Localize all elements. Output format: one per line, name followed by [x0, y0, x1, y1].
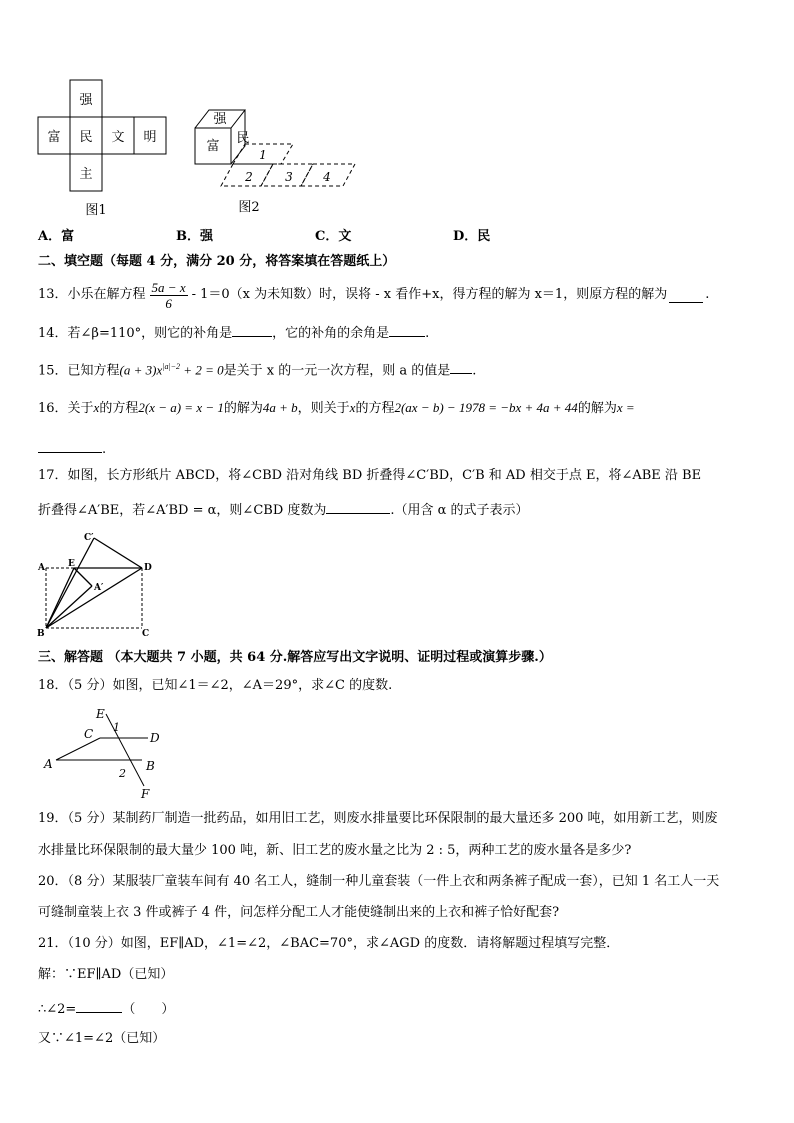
q16-end: . [102, 442, 107, 457]
q16-equation-2: 2(ax − b) − 1978 = −bx + 4a + 44 [394, 400, 578, 415]
q16-equation-1: 2(x − a) = x − 1 [138, 400, 224, 415]
q13-denominator: 6 [165, 295, 172, 311]
q14-middle: ，它的补角的余角是 [272, 326, 390, 341]
q16-var-x-1: x [93, 400, 100, 415]
q13-numerator: 5a − x [151, 279, 186, 295]
q16-var-x-3: x = [616, 400, 635, 415]
q14-blank-1[interactable] [232, 322, 272, 337]
question-21-line-3 [38, 998, 174, 1019]
position-2: 2 [245, 170, 253, 184]
q16-text-6: 的解为 [577, 401, 617, 416]
option-d: D．民 [453, 229, 491, 244]
q16-text-1: 16．关于 [38, 401, 94, 416]
net-cell-top: 强 [79, 93, 93, 108]
option-c: C．文 [315, 229, 352, 244]
label-a-prime: A′ [94, 583, 104, 593]
net-cell-row-1: 富 [47, 130, 61, 145]
q14-prefix: 14．若∠β=110°，则它的补角是 [38, 326, 233, 341]
section-3-heading: 三、解答题 （本大题共 7 小题，共 64 分.解答应写出文字说明、证明过程或演算步骤.） [38, 650, 552, 665]
q15-middle: 是关于 x 的一元一次方程，则 a 的值是 [223, 363, 451, 379]
question-14 [38, 322, 429, 343]
net-cell-row-4: 明 [143, 130, 157, 145]
question-17-line-2 [38, 499, 529, 520]
position-4: 4 [323, 170, 331, 184]
net-cell-bottom: 主 [79, 167, 93, 182]
position-1: 1 [259, 148, 267, 162]
label-angle-1: 1 [113, 721, 120, 734]
q15-equation: (a + 3)x [119, 362, 163, 378]
figure-2-caption: 图2 [238, 200, 260, 215]
question-20-line-2: 可缝制童装上衣 3 件或裤子 4 件，问怎样分配工人才能使缝制出来的上衣和裤子恰好配套? [38, 905, 560, 920]
q14-end: . [425, 326, 430, 341]
q13-answer-blank[interactable] [669, 288, 703, 303]
label-d: D [144, 563, 152, 573]
label-e: E [96, 707, 105, 721]
q16-answer-blank[interactable] [38, 438, 102, 453]
figure-2-rolling-cube [185, 100, 375, 220]
label-e: E [68, 559, 75, 569]
question-16-line-2 [38, 438, 106, 459]
question-18: 18．（5 分）如图，已知∠1＝∠2，∠A＝29°，求∠C 的度数. [38, 678, 393, 693]
q14-blank-2[interactable] [389, 322, 425, 337]
label-a: A [44, 757, 53, 771]
option-a: A．富 [38, 229, 75, 244]
question-16-line-1 [38, 399, 635, 418]
q13-middle: - 1＝0（x 为未知数）时，误将 - x 看作+x，得方程的解为 x＝1，则原方程的解为 [191, 287, 668, 302]
label-f: F [141, 787, 150, 801]
cube-top-face: 强 [213, 112, 227, 127]
label-b: B [37, 629, 45, 639]
question-19-line-2: 水排量比环保限制的最大量少 100 吨，新、旧工艺的废水量之比为 2 : 5，两种工艺的废水量各是多少? [38, 843, 632, 858]
question-21-line-2: 解：∵EF∥AD（已知） [38, 967, 174, 982]
q21-reason-blank: （ ） [122, 1002, 175, 1017]
net-cell-row-2: 民 [79, 130, 93, 145]
question-20-line-1: 20．（8 分）某服装厂童装车间有 40 名工人，缝制一种儿童套装（一件上衣和两条裤子配成一套），已知 1 名工人一天 [38, 874, 720, 889]
q16-text-5: 的方程 [355, 401, 395, 416]
label-c: C [142, 629, 150, 639]
net-cell-row-3: 文 [111, 130, 125, 145]
label-c: C [84, 727, 94, 741]
q16-text-2: 的方程 [99, 401, 139, 416]
q21-therefore: ∴∠2= [38, 1002, 77, 1017]
q17-text-2: .（用含 α 的式子表示） [390, 503, 529, 518]
q13-fraction [150, 280, 188, 311]
label-b: B [146, 759, 155, 773]
q15-blank[interactable] [450, 359, 472, 374]
q16-solution-1: 4a + b [262, 400, 298, 415]
cube-front-face: 富 [206, 139, 220, 154]
label-angle-2: 2 [119, 767, 126, 780]
figure-18-parallel-lines [40, 704, 175, 804]
question-15 [38, 358, 476, 380]
label-a: A [38, 563, 45, 573]
question-21-line-1: 21．（10 分）如图，EF∥AD，∠1=∠2，∠BAC=70°，求∠AGD 的度数．请将解题过程填写完整． [38, 936, 620, 951]
figure-17-folded-rectangle [34, 528, 159, 640]
figure-1-caption: 图1 [85, 203, 107, 218]
q15-end: . [472, 363, 477, 379]
question-17-line-1: 17．如图，长方形纸片 ABCD，将∠CBD 沿对角线 BD 折叠得∠C′BD，C′B 和 AD 相交于点 E，将∠ABE 沿 BE [38, 468, 702, 483]
question-19-line-1: 19．（5 分）某制药厂制造一批药品，如用旧工艺，则废水排量要比环保限制的最大量还多 200 吨，如用新工艺，则废 [38, 811, 718, 826]
q17-text-1: 折叠得∠A′BE，若∠A′BD = α，则∠CBD 度数为 [38, 503, 327, 518]
question-21-line-4: 又∵∠1=∠2（已知） [38, 1031, 166, 1046]
q21-answer-blank[interactable] [76, 998, 122, 1013]
label-d: D [150, 731, 160, 745]
q15-prefix: 15．已知方程 [38, 363, 120, 379]
option-b: B．强 [176, 229, 213, 244]
question-13 [38, 277, 709, 313]
q16-var-x-2: x [349, 400, 356, 415]
q15-exponent: |a|−2 [162, 362, 181, 371]
q13-prefix: 13．小乐在解方程 [38, 287, 146, 302]
cube-side-face: 民 [236, 131, 250, 146]
position-3: 3 [285, 170, 293, 184]
section-2-heading: 二、填空题（每题 4 分，满分 20 分，将答案填在答题纸上） [38, 254, 396, 269]
figure-1-cube-net [30, 78, 175, 218]
q16-text-4: ，则关于 [297, 401, 350, 416]
q13-end: . [705, 287, 710, 302]
label-c-prime: C′ [84, 533, 94, 543]
q16-text-3: 的解为 [223, 401, 263, 416]
q17-answer-blank[interactable] [326, 499, 390, 514]
q15-equation-rest: + 2 = 0 [180, 362, 224, 378]
